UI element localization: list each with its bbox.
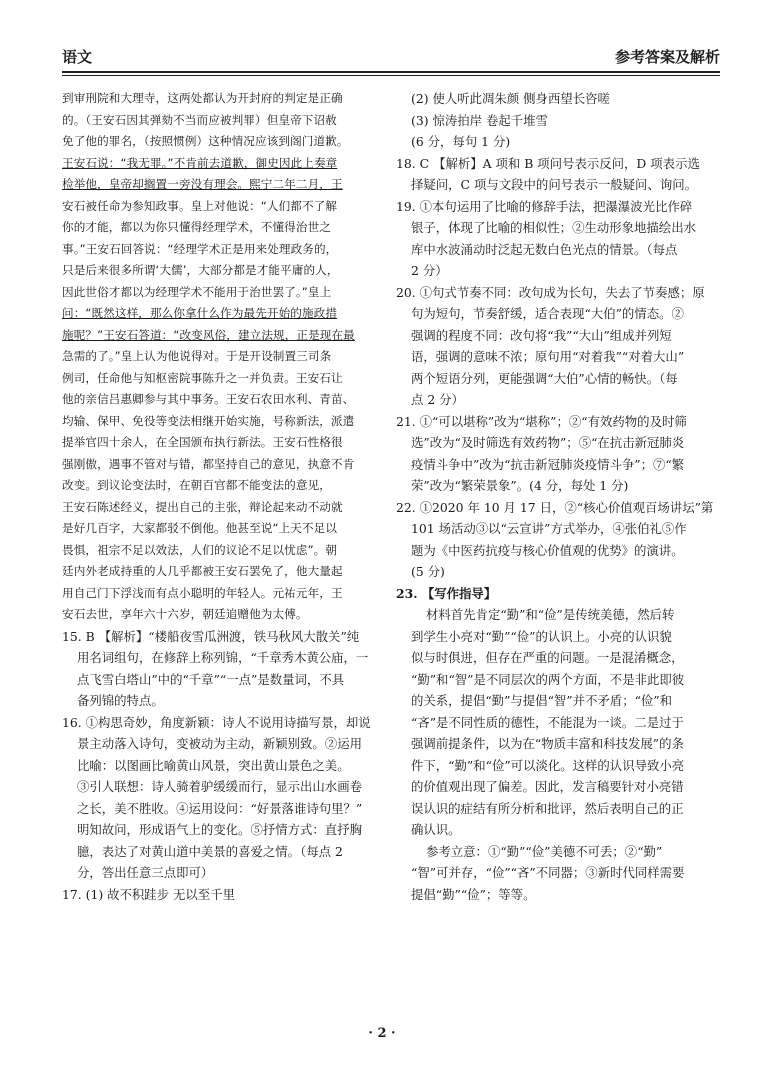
- translation-line: 改变。到议论变法时，在朝百官都不能变法的意见，: [62, 478, 331, 492]
- answer-line: 材料首先肯定“勤”和“俭”是传统美德，然后转: [426, 607, 675, 622]
- answer-22: [396, 497, 720, 583]
- translation-line: 强刚傲，遇事不管对与错，都坚持自己的意见，执意不肯: [62, 456, 355, 471]
- answer-line: 20. ①句式节奏不同：改句成为长句，失去了节奏感；原: [396, 284, 705, 300]
- answer-line: 17. (1) 故不积跬步 无以至千里: [62, 886, 235, 902]
- writing-guide-title: 23. 【写作指导】: [396, 585, 497, 601]
- answer-line: 库中水波涌动时泛起无数白色光点的情景。（每点: [411, 241, 678, 257]
- answer-line: 22. ①2020 年 10 月 17 日，②“核心价值观百场讲坛”第: [396, 499, 714, 515]
- section-title: 参考答案及解析: [614, 48, 720, 66]
- answer-line: 件下，“勤”和“俭”可以淡化。这样的认识导致小亮: [411, 757, 685, 773]
- page-header: [62, 46, 720, 68]
- answer-line: (2) 使人听此凋朱颜 侧身西望长咨嗟: [411, 91, 610, 106]
- answer-line: (5 分): [411, 564, 445, 579]
- answer-line: 臆，表达了对黄山道中美景的喜爱之情。（每点 2: [77, 843, 343, 859]
- answer-line: 题为《中医药抗疫与核心价值观的优势》的演讲。: [411, 542, 684, 558]
- right-column: [396, 88, 720, 905]
- answer-line: (6 分，每句 1 分): [411, 134, 511, 149]
- answer-line: (3) 惊涛拍岸 卷起千堆雪: [411, 112, 548, 128]
- answer-line: 到学生小亮对“勤”“俭”的认识上。小亮的认识貌: [411, 628, 672, 644]
- answer-line: 确认识。: [411, 822, 461, 837]
- answer-line: 101 场活动③以“云宣讲”方式举办，④张伯礼⑤作: [411, 521, 687, 536]
- answer-17-part2: [396, 88, 720, 153]
- header-rule-thin: [62, 75, 720, 76]
- translation-line: 免了他的罪名，（按照惯例）这种情况应该到阁门道歉。: [62, 134, 349, 148]
- translation-line: 因此世俗才都以为经理学术不能用于治世罢了。”皇上: [62, 284, 332, 299]
- answer-line: “勤”和“智”是不同层次的两个方面，不是非此即彼: [411, 671, 685, 687]
- answer-line: 参考立意：①“勤”“俭”美德不可丢；②“勤”: [426, 843, 663, 859]
- answer-line: 强调的程度不同：改句将“我”“大山”组成并列短: [411, 327, 672, 343]
- translation-line: 你的才能，都以为你只懂得经理学术，不懂得治世之: [62, 220, 331, 234]
- answer-line: 19. ①本句运用了比喻的修辞手法，把瀑瀑波光比作碎: [396, 198, 693, 214]
- subject-title: 语文: [62, 48, 93, 66]
- translation-line: 施呢？”王安石答道：“改变风俗，建立法规，正是现在最: [62, 327, 355, 342]
- answer-line: 句为短句，节奏舒缓，适合表现“大伯”的情态。②: [411, 306, 684, 321]
- left-column: [62, 88, 380, 905]
- answer-19: [396, 196, 720, 282]
- answer-line: 语，强调的意味不浓；原句用“对着我”“对着大山”: [411, 349, 685, 364]
- translation-line: 王安石说：“我无罪。”不肯前去道歉，御史因此上奏章: [62, 155, 338, 170]
- answer-line: 之长，美不胜收。④运用设问：“好景落谁诗句里？”: [77, 800, 363, 816]
- translation-line: 用自己门下浮浅而有点小聪明的年轻人。元祐元年，王: [62, 585, 343, 600]
- answer-line: 的价值观出现了偏差。因此，发言稿要针对小亮错: [411, 779, 684, 794]
- page-number: · 2 ·: [368, 1026, 396, 1041]
- header-rule-thick: [62, 71, 720, 73]
- answer-line: 用名词组句，在修辞上称列锦，“千章秀木黄公庙，一: [77, 650, 369, 665]
- answer-line: 似与时俱进，但存在严重的问题。一是混淆概念，: [411, 650, 684, 665]
- answer-line: 提倡“勤”“俭”；等等。: [411, 886, 536, 902]
- translation-line: 检举他，皇帝却搁置一旁没有理会。熙宁二年二月，王: [62, 177, 343, 191]
- answer-line: 16. ①构思奇妙，角度新颖：诗人不说用诗描写景，却说: [62, 714, 371, 730]
- answer-line: 的关系，提倡“勤”与提倡“智”并不矛盾；“俭”和: [411, 693, 673, 708]
- answer-line: “吝”是不同性质的德性，不能混为一谈。二是过于: [411, 714, 684, 730]
- translation-line: 王安石陈述经义，提出自己的主张，辩论起来动不动就: [62, 499, 343, 514]
- translation-line: 只是后来很多所谓‘大儒’，大部分都是才能平庸的人，: [62, 263, 339, 277]
- translation-passage: [62, 88, 380, 626]
- translation-line: 的。（王安石因其弹劾不当而应被判罪）但皇帝下诏赦: [62, 112, 337, 127]
- answer-line: 备列锦的特点。: [77, 693, 164, 708]
- answer-line: 选”改为“及时筛选有效药物”；⑤“在抗击新冠肺炎: [411, 435, 685, 450]
- translation-line: 安石被任命为参知政事。皇上对他说：“人们都不了解: [62, 198, 338, 213]
- answer-line: 银子，体现了比喻的相似性；②生动形象地描绘出水: [411, 220, 696, 235]
- answer-line: 21. ①“可以堪称”改为“堪称”；②“有效药物的及时筛: [396, 413, 687, 429]
- translation-line: 提举官四十余人，在全国颁布执行新法。王安石性格很: [62, 435, 343, 449]
- answer-line: 荣”改为“繁荣景象”。(4 分，每处 1 分): [411, 478, 629, 493]
- translation-line: 廷内外老成持重的人几乎都被王安石罢免了，他大量起: [62, 564, 343, 578]
- answer-15: [62, 626, 380, 712]
- answer-line: 明知故问，形成语气上的变化。⑤抒情方式：直抒胸: [77, 822, 362, 837]
- answer-20: [396, 282, 720, 411]
- translation-line: 例司，任命他与知枢密院事陈升之一并负责。王安石让: [62, 370, 343, 385]
- answer-21: [396, 411, 720, 497]
- answer-line: 点 2 分）: [411, 392, 464, 407]
- answer-line: 疫情斗争中”改为“抗击新冠肺炎疫情斗争”；⑦“繁: [411, 456, 685, 472]
- answer-17-part1: [62, 884, 380, 906]
- translation-line: 事。”王安石回答说：“经理学术正是用来处理政务的，: [62, 241, 338, 256]
- answer-line: 景主动落入诗句，变被动为主动，新颖别致。②运用: [77, 736, 362, 751]
- answer-line: 分，答出任意三点即可）: [77, 865, 214, 880]
- translation-line: 安石去世，享年六十六岁，朝廷追赠他为太傅。: [62, 607, 308, 621]
- answer-16: [62, 712, 380, 884]
- answer-line: 误认识的症结有所分析和批评，然后表明自己的正: [411, 800, 684, 816]
- answer-line: 2 分）: [411, 263, 448, 278]
- translation-line: 急需的了。”皇上认为他说得对。于是开设制置三司条: [62, 349, 332, 363]
- answer-line: 强调前提条件，以为在“物质丰富和科技发展”的条: [411, 736, 684, 751]
- answer-line: 18. C 【解析】A 项和 B 项问号表示反问，D 项表示选: [396, 155, 700, 171]
- answer-line: 择疑问，C 项与文段中的问号表示一般疑问、询问。: [411, 177, 698, 192]
- answer-line: ③引人联想：诗人骑着驴缓缓而行，显示出山水画卷: [77, 779, 362, 794]
- translation-line: 均输、保甲、免役等变法相继开始实施，号称新法，派遣: [62, 413, 355, 428]
- answer-line: 两个短语分列，更能强调“大伯”心情的畅快。（每: [411, 370, 678, 386]
- translation-line: 他的亲信吕惠卿参与其中事务。王安石农田水利、青苗、: [62, 392, 355, 406]
- answer-line: 15. B 【解析】“楼船夜雪瓜洲渡，铁马秋风大散关”纯: [62, 628, 360, 644]
- translation-line: 畏惧，祖宗不足以效法，人们的议论不足以忧虑”。朝: [62, 542, 338, 557]
- answer-line: 点飞雪白塔山”中的“千章”“一点”是数量词，不具: [77, 671, 345, 687]
- answer-23: [396, 583, 720, 906]
- answer-line: 比喻：以图画比喻黄山风景，突出黄山景色之美。: [77, 757, 350, 773]
- translation-line: 到审刑院和大理寺，这两处都认为开封府的判定是正确: [62, 91, 343, 105]
- answer-line: “智”可并存，“俭”“吝”不同器；③新时代同样需要: [411, 865, 685, 880]
- translation-line: 是好几百字，大家都驳不倒他。他甚至说“上天不足以: [62, 521, 338, 535]
- answer-18: [396, 153, 720, 196]
- translation-line: 问：“既然这样，那么你拿什么作为最先开始的施政措: [62, 306, 338, 320]
